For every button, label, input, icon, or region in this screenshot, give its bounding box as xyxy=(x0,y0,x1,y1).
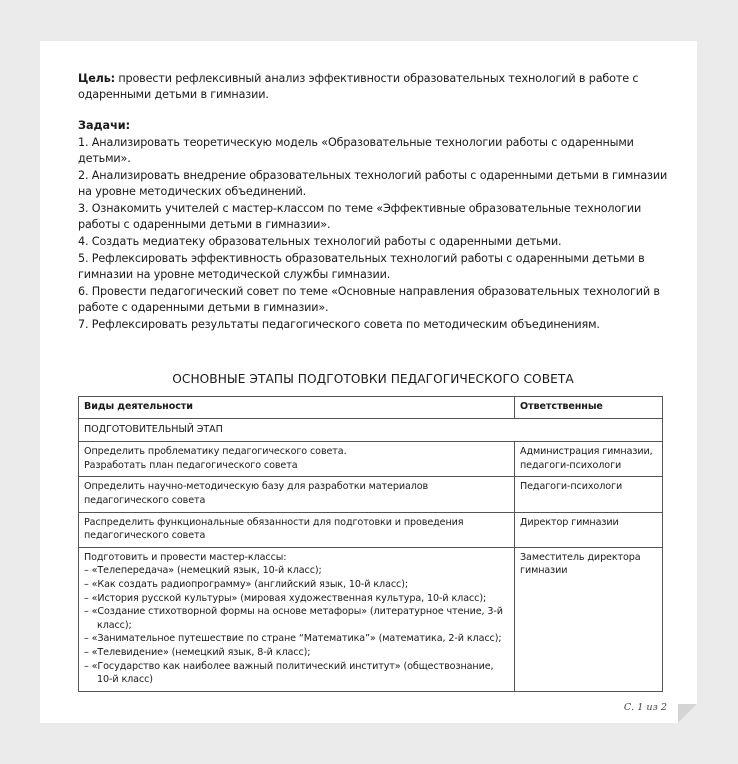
tasks-title: Задачи: xyxy=(78,119,131,132)
page-number: С. 1 из 2 xyxy=(623,702,667,713)
task-item: 2. Анализировать внедрение образовательных технологий работы с одаренными детьми в гимназии на уровне методических объединений. xyxy=(78,169,668,198)
header-responsible: Ответственные xyxy=(515,397,663,419)
stage-row xyxy=(79,418,663,442)
page-corner-fold xyxy=(678,704,697,723)
activity-bullet: – «История русской культуры» (мировая художественная культура, 10-й класс); xyxy=(84,592,487,604)
activity-bullet: – «Государство как наиболее важный политический институт» (обществознание, 10-й класс) xyxy=(84,660,494,686)
goal-paragraph xyxy=(78,71,668,103)
activity-line: Определить проблематику педагогического совета. xyxy=(84,446,347,458)
responsible-cell: Заместитель директора гимназии xyxy=(515,547,663,691)
task-item: 7. Рефлексировать результаты педагогического совета по методическим объединениям. xyxy=(78,318,600,331)
stage-label: ПОДГОТОВИТЕЛЬНЫЙ ЭТАП xyxy=(79,418,663,442)
activity-bullet: – «Создание стихотворной формы на основе метафоры» (литературное чтение, 3-й класс); xyxy=(84,606,503,631)
activity-bullet: – «Телепередача» (немецкий язык, 10-й класс); xyxy=(84,565,322,577)
activity-cell xyxy=(79,477,515,512)
activity-cell xyxy=(79,547,515,691)
table-header-row xyxy=(79,397,663,419)
activity-line: Распределить функциональные обязанности для подготовки и проведения педагогического совета xyxy=(84,516,464,542)
activity-line: Определить научно-методическую базу для разработки материалов педагогического совета xyxy=(84,481,429,506)
page-content xyxy=(78,71,668,692)
activity-bullet: – «Как создать радиопрограмму» (английский язык, 10-й класс); xyxy=(84,578,408,590)
section-title: ОСНОВНЫЕ ЭТАПЫ ПОДГОТОВКИ ПЕДАГОГИЧЕСКОГО СОВЕТА xyxy=(172,372,574,386)
document-page xyxy=(40,41,697,723)
activity-bullet: – «Телевидение» (немецкий язык, 8-й класс); xyxy=(84,646,311,658)
activity-bullet: – «Занимательное путешествие по стране “Математика”» (математика, 2-й класс); xyxy=(84,633,502,645)
table-row xyxy=(79,477,663,512)
activity-line: Разработать план педагогического совета xyxy=(84,459,298,471)
table-row xyxy=(79,512,663,547)
responsible-cell: Администрация гимназии, педагоги-психологи xyxy=(515,442,663,477)
goal-label: Цель: xyxy=(78,72,115,85)
activity-line: Подготовить и провести мастер-классы: xyxy=(84,551,287,563)
table-row xyxy=(79,547,663,691)
responsible-cell: Педагоги-психологи xyxy=(515,477,663,512)
activity-cell xyxy=(79,512,515,547)
task-item: 5. Рефлексировать эффективность образовательных технологий работы с одаренными детьми в гимназии на уровне методической службы гимназии. xyxy=(78,252,645,281)
table-row xyxy=(79,442,663,477)
task-item: 4. Создать медиатеку образовательных технологий работы с одаренными детьми. xyxy=(78,235,562,248)
header-activity: Виды деятельности xyxy=(79,397,515,419)
task-item: 3. Ознакомить учителей с мастер-классом по теме «Эффективные образовательные технологии работы с одаренными детьми в гимназии». xyxy=(78,202,642,231)
task-item: 1. Анализировать теоретическую модель «Образовательные технологии работы с одаренными детьми». xyxy=(78,136,634,165)
task-item: 6. Провести педагогический совет по теме «Основные направления образовательных технологий в работе с одаренными детьми в гимназии». xyxy=(78,285,660,314)
responsible-cell: Директор гимназии xyxy=(515,512,663,547)
activity-cell xyxy=(79,442,515,477)
stages-table xyxy=(78,396,663,692)
goal-text: провести рефлексивный анализ эффективности образовательных технологий в работе с одаренными детьми в гимназии. xyxy=(78,72,639,101)
